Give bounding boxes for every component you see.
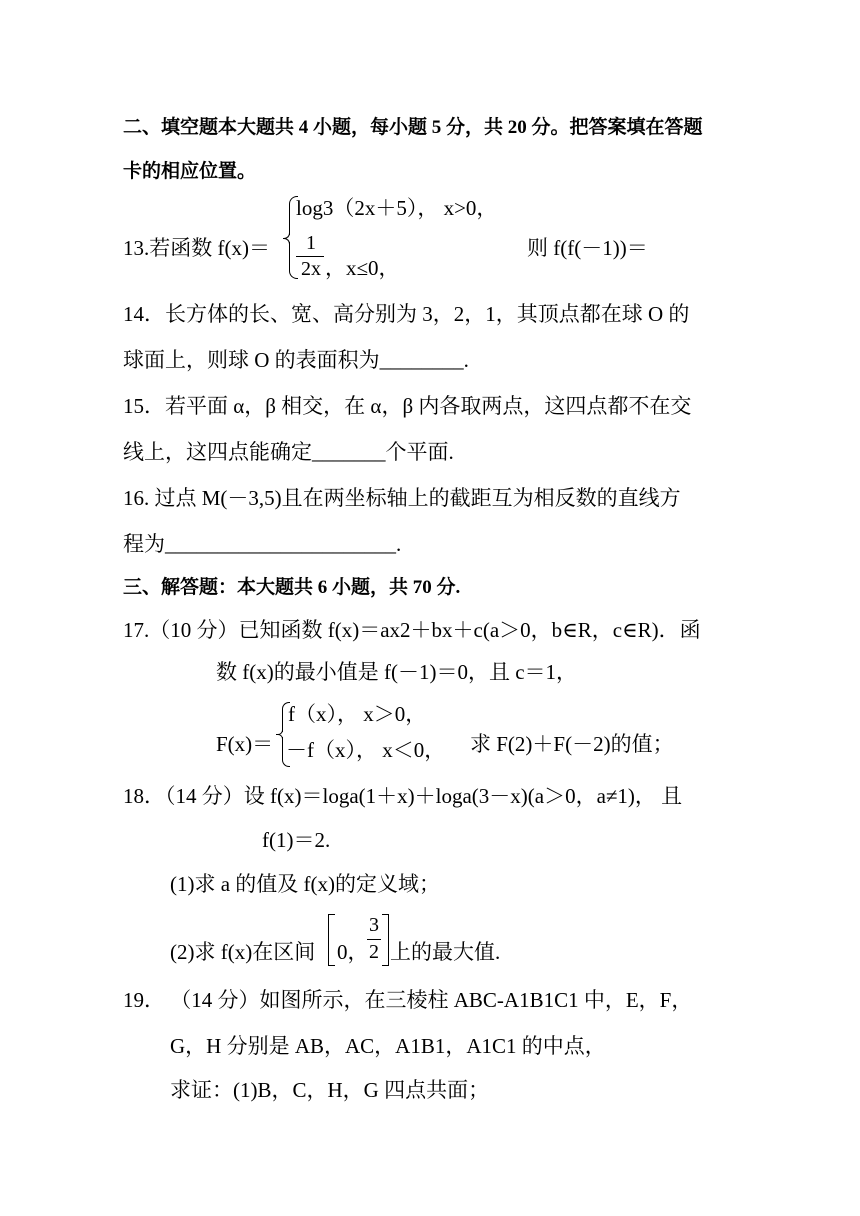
q14-line1: 14．长方体的长、宽、高分别为 3，2，1，其顶点都在球 O 的 bbox=[123, 302, 690, 326]
q15-line2: 线上，这四点能确定_______个平面. bbox=[123, 440, 454, 464]
q18-part2-suffix: 上的最大值. bbox=[390, 940, 501, 964]
q17-line1: 17.（10 分）已知函数 f(x)＝ax2＋bx＋c(a＞0，b∈R，c∈R)．函 bbox=[123, 618, 701, 642]
q18-part1: (1)求 a 的值及 f(x)的定义域； bbox=[170, 872, 441, 896]
q18-line1: 18．（14 分）设 f(x)＝loga(1＋x)＋loga(3－x)(a＞0，a≠1)， 且 bbox=[123, 784, 683, 808]
q18-interval-denominator: 2 bbox=[369, 941, 379, 963]
q18-interval-numerator: 3 bbox=[369, 914, 379, 936]
q13-case1: log3（2x＋5）， x>0， bbox=[296, 196, 498, 220]
q13-suffix: 则 f(f(－1))＝ bbox=[527, 236, 648, 260]
q16-line1: 16. 过点 M(－3,5)且在两坐标轴上的截距互为相反数的直线方 bbox=[123, 486, 681, 510]
q17-case1: f（x）， x＞0， bbox=[288, 702, 427, 726]
section3-heading: 三、解答题：本大题共 6 小题，共 70 分. bbox=[123, 577, 461, 598]
q18-part2-prefix: (2)求 f(x)在区间 bbox=[170, 940, 316, 964]
q17-suffix: 求 F(2)＋F(－2)的值； bbox=[470, 732, 674, 756]
q17-prefix: F(x)＝ bbox=[216, 732, 274, 756]
q13-case2-denominator: 2x bbox=[301, 258, 321, 280]
q15-line1: 15．若平面 α，β 相交，在 α，β 内各取两点，这四点都不在交 bbox=[123, 394, 692, 418]
interval-right-bracket bbox=[382, 914, 389, 966]
q18-interval-left: 0， bbox=[337, 940, 369, 964]
q18-line2: f(1)＝2. bbox=[262, 828, 331, 852]
q19-line2: G，H 分别是 AB，AC，A1B1，A1C1 的中点， bbox=[170, 1034, 606, 1058]
q14-line2: 球面上，则球 O 的表面积为________. bbox=[123, 348, 469, 372]
q17-case2: －f（x）， x＜0， bbox=[286, 738, 446, 762]
interval-left-bracket bbox=[328, 914, 335, 966]
section2-heading-line1: 二、填空题本大题共 4 小题，每小题 5 分，共 20 分。把答案填在答题 bbox=[123, 117, 703, 138]
q13-case2-numerator: 1 bbox=[306, 232, 316, 254]
q13-case2-condition: ，x≤0， bbox=[325, 256, 400, 280]
q13-prefix: 13.若函数 f(x)＝ bbox=[123, 236, 270, 260]
section2-heading-line2: 卡的相应位置。 bbox=[123, 161, 257, 182]
q16-line2: 程为______________________. bbox=[123, 532, 402, 556]
q17-line2: 数 f(x)的最小值是 f(－1)＝0，且 c＝1， bbox=[216, 660, 578, 684]
q19-line1: 19． （14 分）如图所示，在三棱柱 ABC-A1B1C1 中，E，F， bbox=[123, 988, 693, 1012]
q19-line3: 求证：(1)B，C，H，G 四点共面； bbox=[170, 1078, 490, 1102]
